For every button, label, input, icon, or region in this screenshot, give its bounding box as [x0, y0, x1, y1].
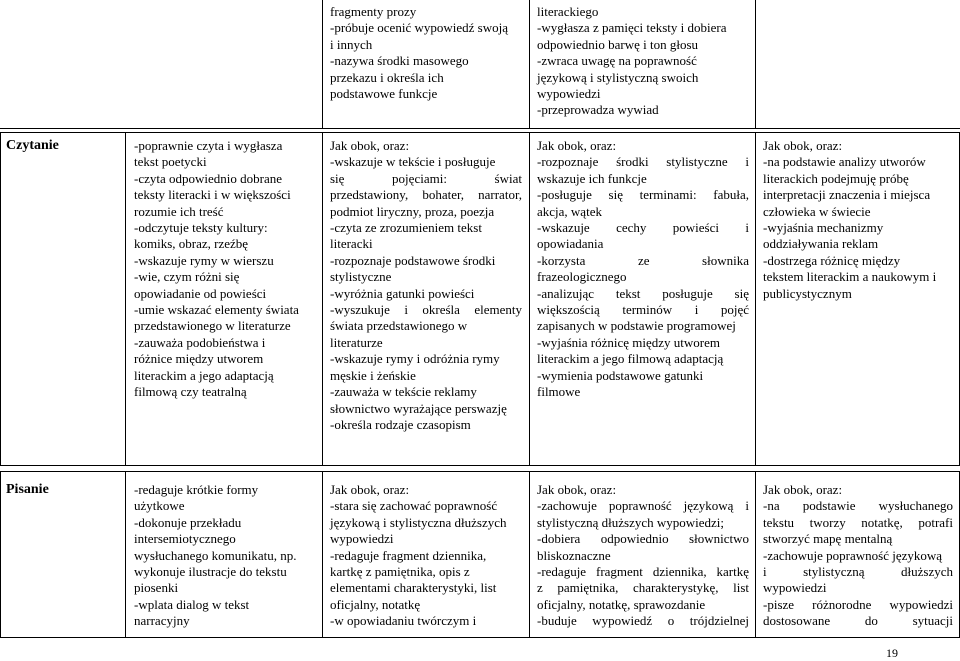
cell-line: wysłuchanego komunikatu, np.: [134, 547, 297, 563]
vline-top-3: [755, 0, 756, 128]
cell-line: -posługuje się terminami: fabuła,: [537, 187, 749, 203]
vline-pis-2: [322, 471, 323, 637]
cell-line: stylistyczną dłuższych wypowiedzi;: [537, 514, 725, 530]
cell-line: piosenki: [134, 580, 179, 596]
cell-line: -wskazuje cechy powieści i: [537, 220, 749, 236]
cell-line: -zachowuje poprawność językową: [763, 547, 943, 563]
cell-line: -określa rodzaje czasopism: [330, 416, 471, 432]
rule-pisanie-bottom: [0, 637, 960, 638]
cell-line: przekazu i określa ich: [330, 69, 444, 85]
czytanie-col5-cell: [763, 138, 953, 302]
cell-line: oddziaływania reklam: [763, 236, 879, 252]
cell-line: teksty literacki i w większości: [134, 187, 291, 203]
czytanie-col3-cell: [330, 138, 522, 433]
cell-line: -rozpoznaje środki stylistyczne i: [537, 154, 749, 170]
vline-top-2: [529, 0, 530, 128]
cell-line: literackim a jego adaptacją: [134, 367, 274, 383]
cell-line: literaturze: [330, 334, 383, 350]
cell-line: -na podstawie analizy utworów: [763, 154, 926, 170]
cell-line: kartkę z pamiętnika, opis z: [330, 564, 470, 580]
cell-line: świata przedstawionego w: [330, 318, 468, 334]
cell-line: literackiego: [537, 4, 599, 19]
cell-line: oficjalny, notatkę: [330, 596, 421, 612]
rule-czytanie-top: [0, 132, 960, 133]
vline-pis-1: [125, 471, 126, 637]
cell-line: -pisze różnorodne wypowiedzi: [763, 596, 953, 612]
vline-pis-3: [529, 471, 530, 637]
cell-line: -stara się zachować poprawność: [330, 498, 498, 514]
cell-line: intersemiotycznego: [134, 531, 236, 547]
vline-czy-3: [529, 132, 530, 465]
cell-line: -dobiera odpowiednio słownictwo: [537, 531, 749, 547]
cell-line: wypowiedzi: [537, 86, 601, 102]
cell-line: interpretacji znaczenia i miejsca: [763, 187, 931, 203]
cell-line: -buduje wypowiedź o trójdzielnej: [537, 613, 749, 629]
cell-line: -wie, czym różni się: [134, 269, 240, 285]
cell-line: językową i stylistyczna dłuższych: [330, 514, 507, 530]
vline-czy-2: [322, 132, 323, 465]
cell-line: publicystycznym: [763, 285, 852, 301]
cell-line: Jak obok, oraz:: [537, 482, 617, 497]
cell-line: -dokonuje przekładu: [134, 514, 242, 530]
pisanie-col2-cell: [134, 482, 316, 630]
cell-line: oficjalny, notatkę, sprawozdanie: [537, 596, 706, 612]
cell-line: elementami charakterystyki, list: [330, 580, 497, 596]
cell-line: podstawowe funkcje: [330, 86, 438, 102]
cell-line: -wplata dialog w tekst: [134, 596, 250, 612]
vline-top-1: [322, 0, 323, 128]
vline-czy-4: [755, 132, 756, 465]
cell-line: -przeprowadza wywiad: [537, 102, 659, 118]
cell-line: użytkowe: [134, 498, 185, 514]
cell-line: wskazuje ich funkcje: [537, 170, 647, 186]
top-col3-cell: [330, 4, 522, 102]
vline-pis-4: [755, 471, 756, 637]
cell-line: Jak obok, oraz:: [330, 138, 410, 153]
cell-line: większością terminów i pojęć: [537, 302, 749, 318]
top-col4-cell: [537, 4, 749, 119]
pisanie-col5-cell: [763, 482, 953, 630]
cell-line: -wyjaśnia różnicę między utworem: [537, 334, 721, 350]
cell-line: zapisanych w podstawie programowej: [537, 318, 736, 334]
cell-line: -redaguje fragment dziennika, kartkę: [537, 564, 749, 580]
pisanie-col3-cell: [330, 482, 522, 630]
cell-line: frazeologicznego: [537, 269, 627, 285]
cell-line: -na podstawie wysłuchanego: [763, 498, 953, 514]
cell-line: tekstem literackim a naukowym i: [763, 269, 937, 285]
cell-line: -wygłasza z pamięci teksty i dobiera: [537, 20, 727, 36]
vline-pis-0: [0, 471, 1, 637]
cell-line: tekst poetycki: [134, 154, 207, 170]
page-number: 19: [886, 646, 898, 660]
cell-line: -wskazuje rymy i odróżnia rymy: [330, 351, 500, 367]
cell-line: -korzysta ze słownika: [537, 252, 749, 268]
cell-line: -umie wskazać elementy świata: [134, 302, 299, 318]
cell-line: stylistyczne: [330, 269, 392, 285]
cell-line: -wskazuje rymy w wierszu: [134, 252, 274, 268]
cell-line: językową i stylistyczną swoich: [537, 69, 699, 85]
cell-line: z pamiętnika, charakterystykę, list: [537, 580, 749, 596]
cell-line: i stylistyczną dłuższych: [763, 564, 953, 580]
cell-line: różnice między utworem: [134, 351, 264, 367]
cell-line: dostosowane do sytuacji: [763, 613, 953, 629]
rule-czytanie-bottom: [0, 465, 960, 466]
cell-line: -czyta odpowiednio dobrane: [134, 170, 283, 186]
cell-line: akcja, wątek: [537, 203, 602, 219]
cell-line: bliskoznaczne: [537, 547, 611, 563]
cell-line: przedstawiony, bohater, narrator,: [330, 187, 522, 203]
cell-line: słownictwo wyrażające perswazję: [330, 400, 507, 416]
cell-line: Jak obok, oraz:: [330, 482, 410, 497]
cell-line: i innych: [330, 36, 373, 52]
cell-line: -analizując tekst posługuje się: [537, 285, 749, 301]
cell-line: komiks, obraz, rzeźbę: [134, 236, 249, 252]
cell-line: -zauważa podobieństwa i: [134, 334, 266, 350]
cell-line: męskie i żeńskie: [330, 367, 416, 383]
cell-line: Jak obok, oraz:: [537, 138, 617, 153]
cell-line: -wskazuje w tekście i posługuje: [330, 154, 496, 170]
cell-line: -zachowuje poprawność językową i: [537, 498, 749, 514]
cell-line: literacki: [330, 236, 373, 252]
cell-line: odpowiednio barwę i ton głosu: [537, 36, 699, 52]
cell-line: literackim a jego filmową adaptacją: [537, 351, 724, 367]
cell-line: filmowe: [537, 384, 581, 400]
cell-line: przedstawionego w literaturze: [134, 318, 291, 334]
rule-pisanie-top: [0, 471, 960, 472]
cell-line: -zwraca uwagę na poprawność: [537, 53, 697, 69]
cell-line: filmową czy teatralną: [134, 384, 247, 400]
cell-line: fragmenty prozy: [330, 4, 417, 19]
cell-line: -wymienia podstawowe gatunki: [537, 367, 704, 383]
row-label-pisanie: Pisanie: [6, 482, 49, 497]
cell-line: -nazywa środki masowego: [330, 53, 469, 69]
cell-line: wykonuje ilustracje do tekstu: [134, 564, 287, 580]
cell-line: człowieka w świecie: [763, 203, 871, 219]
cell-line: się pojęciami: świat: [330, 170, 522, 186]
cell-line: wypowiedzi: [330, 531, 394, 547]
cell-line: -wyróżnia gatunki powieści: [330, 285, 475, 301]
cell-line: narracyjny: [134, 613, 190, 629]
cell-line: Jak obok, oraz:: [763, 482, 843, 497]
pisanie-col4-cell: [537, 482, 749, 630]
cell-line: tekstu tworzy notatkę, potrafi: [763, 514, 953, 530]
czytanie-col2-cell: [134, 138, 316, 401]
cell-line: opowiadanie od powieści: [134, 285, 267, 301]
cell-line: Jak obok, oraz:: [763, 138, 843, 153]
cell-line: rozumie ich treść: [134, 203, 224, 219]
cell-line: -czyta ze zrozumieniem tekst: [330, 220, 482, 236]
cell-line: -w opowiadaniu twórczym i: [330, 613, 477, 629]
cell-line: stworzyć mapę mentalną: [763, 531, 893, 547]
rule-top-section-bottom: [0, 128, 960, 129]
cell-line: wypowiedzi: [763, 580, 827, 596]
vline-czy-1: [125, 132, 126, 465]
cell-line: -rozpoznaje podstawowe środki: [330, 252, 496, 268]
vline-czy-0: [0, 132, 1, 465]
cell-line: -wyjaśnia mechanizmy: [763, 220, 884, 236]
cell-line: -dostrzega różnicę między: [763, 252, 901, 268]
cell-line: -redaguje krótkie formy: [134, 482, 259, 497]
cell-line: -zauważa w tekście reklamy: [330, 384, 477, 400]
cell-line: podmiot liryczny, proza, poezja: [330, 203, 495, 219]
czytanie-col4-cell: [537, 138, 749, 401]
cell-line: opowiadania: [537, 236, 604, 252]
row-label-czytanie: Czytanie: [6, 138, 59, 153]
cell-line: -wyszukuje i określa elementy: [330, 302, 522, 318]
cell-line: literackich podejmuję próbę: [763, 170, 909, 186]
cell-line: -redaguje fragment dziennika,: [330, 547, 487, 563]
cell-line: -poprawnie czyta i wygłasza: [134, 138, 283, 153]
cell-line: -odczytuje teksty kultury:: [134, 220, 268, 236]
cell-line: -próbuje ocenić wypowiedź swoją: [330, 20, 508, 36]
